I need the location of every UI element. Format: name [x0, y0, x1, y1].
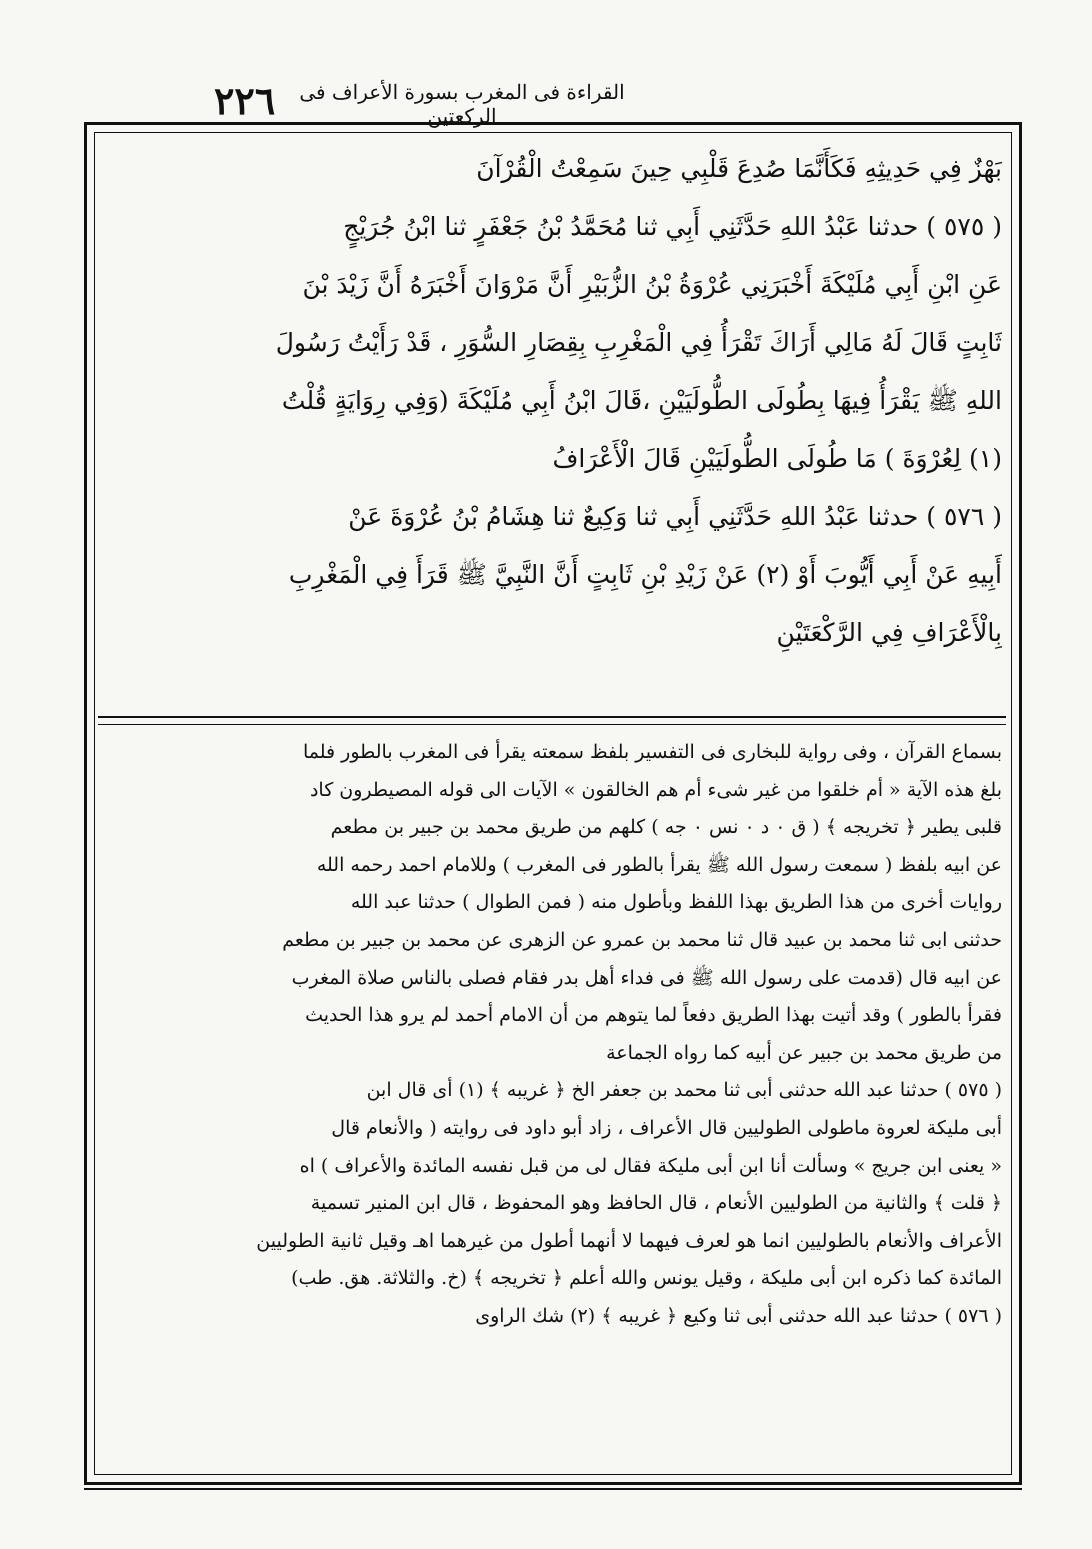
- frame-bottom-rule: [84, 1488, 1022, 1490]
- note-line: أبى مليكة لعروة ماطولى الطوليين قال الأعراف ، زاد أبو داود فى روايته ( والأنعام قال: [331, 1116, 1002, 1139]
- hadith-main-text: [104, 140, 1002, 662]
- note-line: عن ابيه بلفظ ( سمعت رسول الله ﷺ يقرأ بالطور فى المغرب ) وللامام احمد رحمه الله: [316, 853, 1002, 876]
- note-line: « يعنى ابن جريج » وسألت أنا ابن أبى مليكة فقال لى من قبل نفسه المائدة والأعراف ) اه: [299, 1154, 1002, 1177]
- note-line: قلبى يطير ﴿ تخريجه ﴾ ( ق ٠ د ٠ نس ٠ جه ) كلهم من طريق محمد بن جبير بن مطعم: [330, 816, 1002, 839]
- main-text-line: ثَابِتٍ قَالَ لَهُ مَالِي أَرَاكَ تَقْرَأُ فِي الْمَغْرِبِ بِقِصَارِ السُّوَرِ ، قَدْ رَأَيْتُ رَسُولَ: [275, 328, 1002, 357]
- note-line: من طريق محمد بن جبير عن أبيه كما رواه الجماعة: [606, 1041, 1002, 1064]
- note-line: ( ٥٧٦ ) حدثنا عبد الله حدثنى أبى ثنا وكيع ﴿ غريبه ﴾ (٢) شك الراوى: [475, 1304, 1002, 1327]
- commentary-notes: [104, 734, 1002, 1336]
- note-line: ﴿ قلت ﴾ والثانية من الطوليين الأنعام ، قال الحافظ وهو المحفوظ ، قال ابن المنير تسمية: [310, 1192, 1002, 1215]
- main-text-line: أَبِيهِ عَنْ أَبِي أَيُّوبَ أَوْ (٢) عَنْ زَيْدِ بْنِ ثَابِتٍ أَنَّ النَّبِيَّ ﷺ قَرَأَ فِي الْمَغْرِبِ: [288, 560, 1002, 589]
- note-line: الأعراف والأنعام بالطوليين انما هو لعرف فيهما لا أنهما أطول من غيرهما اهـ وقيل ثانية الطوليين: [256, 1229, 1002, 1252]
- main-text-line: اللهِ ﷺ يَقْرَأُ فِيهَا بِطُولَى الطُّولَيَيْنِ ،قَالَ ابْنُ أَبِي مُلَيْكَةَ (وَفِي رِوَايَةٍ قُلْتُ: [281, 386, 1002, 415]
- note-line: بسماع القرآن ، وفى رواية للبخارى فى التفسير بلفظ سمعته يقرأ فى المغرب بالطور فلما: [302, 741, 1002, 763]
- main-text-line: ( ٥٧٦ ) حدثنا عَبْدُ اللهِ حَدَّثَنِي أَبِي ثنا وَكِيعٌ ثنا هِشَامُ بْنُ عُرْوَةَ عَنْ: [348, 502, 1002, 531]
- note-line: عن ابيه قال (قدمت على رسول الله ﷺ فى فداء أهل بدر فقام فصلى بالناس صلاة المغرب: [291, 966, 1002, 989]
- running-title: القراءة فى المغرب بسورة الأعراف فى الركعتين: [299, 80, 625, 128]
- main-text-line: ( ٥٧٥ ) حدثنا عَبْدُ اللهِ حَدَّثَنِي أَبِي ثنا مُحَمَّدُ بْنُ جَعْفَرٍ ثنا ابْنُ جُرَيْجٍ: [343, 212, 1002, 241]
- note-line: روايات أخرى من هذا الطريق بهذا اللفظ وبأطول منه ( فمن الطوال ) حدثنا عبد الله: [350, 891, 1002, 914]
- note-line: فقرأ بالطور ) وقد أتيت بهذا الطريق دفعاً لما يتوهم من أن الامام أحمد لم يرو هذا الحديث: [305, 1004, 1002, 1027]
- main-text-line: بَهْزٌ فِي حَدِيثِهِ فَكَأَنَّمَا صُدِعَ قَلْبِي حِينَ سَمِعْتُ الْقُرْآنَ: [476, 154, 1002, 183]
- main-text-line: بِالْأَعْرَافِ فِي الرَّكْعَتَيْنِ: [776, 618, 1002, 647]
- footnote-divider: [98, 716, 1006, 725]
- note-line: حدثنى ابى ثنا محمد بن عبيد قال ثنا محمد بن عمرو عن الزهرى عن محمد بن جبير بن مطعم: [282, 928, 1002, 951]
- main-text-line: (١) لِعُرْوَةَ ) مَا طُولَى الطُّولَيَيْنِ قَالَ الْأَعْرَافُ: [552, 444, 1002, 473]
- note-line: المائدة كما ذكره ابن أبى مليكة ، وقيل يونس والله أعلم ﴿ تخريجه ﴾ (خ. والثلاثة. هق. طب): [291, 1267, 1002, 1290]
- page-number: ٢٢٦: [214, 78, 276, 123]
- note-line: بلغ هذه الآية « أم خلقوا من غير شىء أم هم الخالقون » الآيات الى قوله المصيطرون كاد: [309, 778, 1002, 801]
- note-line: ( ٥٧٥ ) حدثنا عبد الله حدثنى أبى ثنا محمد بن جعفر الخ ﴿ غريبه ﴾ (١) أى قال ابن: [366, 1079, 1002, 1102]
- main-text-line: عَنِ ابْنِ أَبِي مُلَيْكَةَ أَخْبَرَنِي عُرْوَةُ بْنُ الزُّبَيْرِ أَنَّ مَرْوَانَ أَخْبَرَهُ أَنَّ زَيْدَ بْنَ: [302, 270, 1002, 299]
